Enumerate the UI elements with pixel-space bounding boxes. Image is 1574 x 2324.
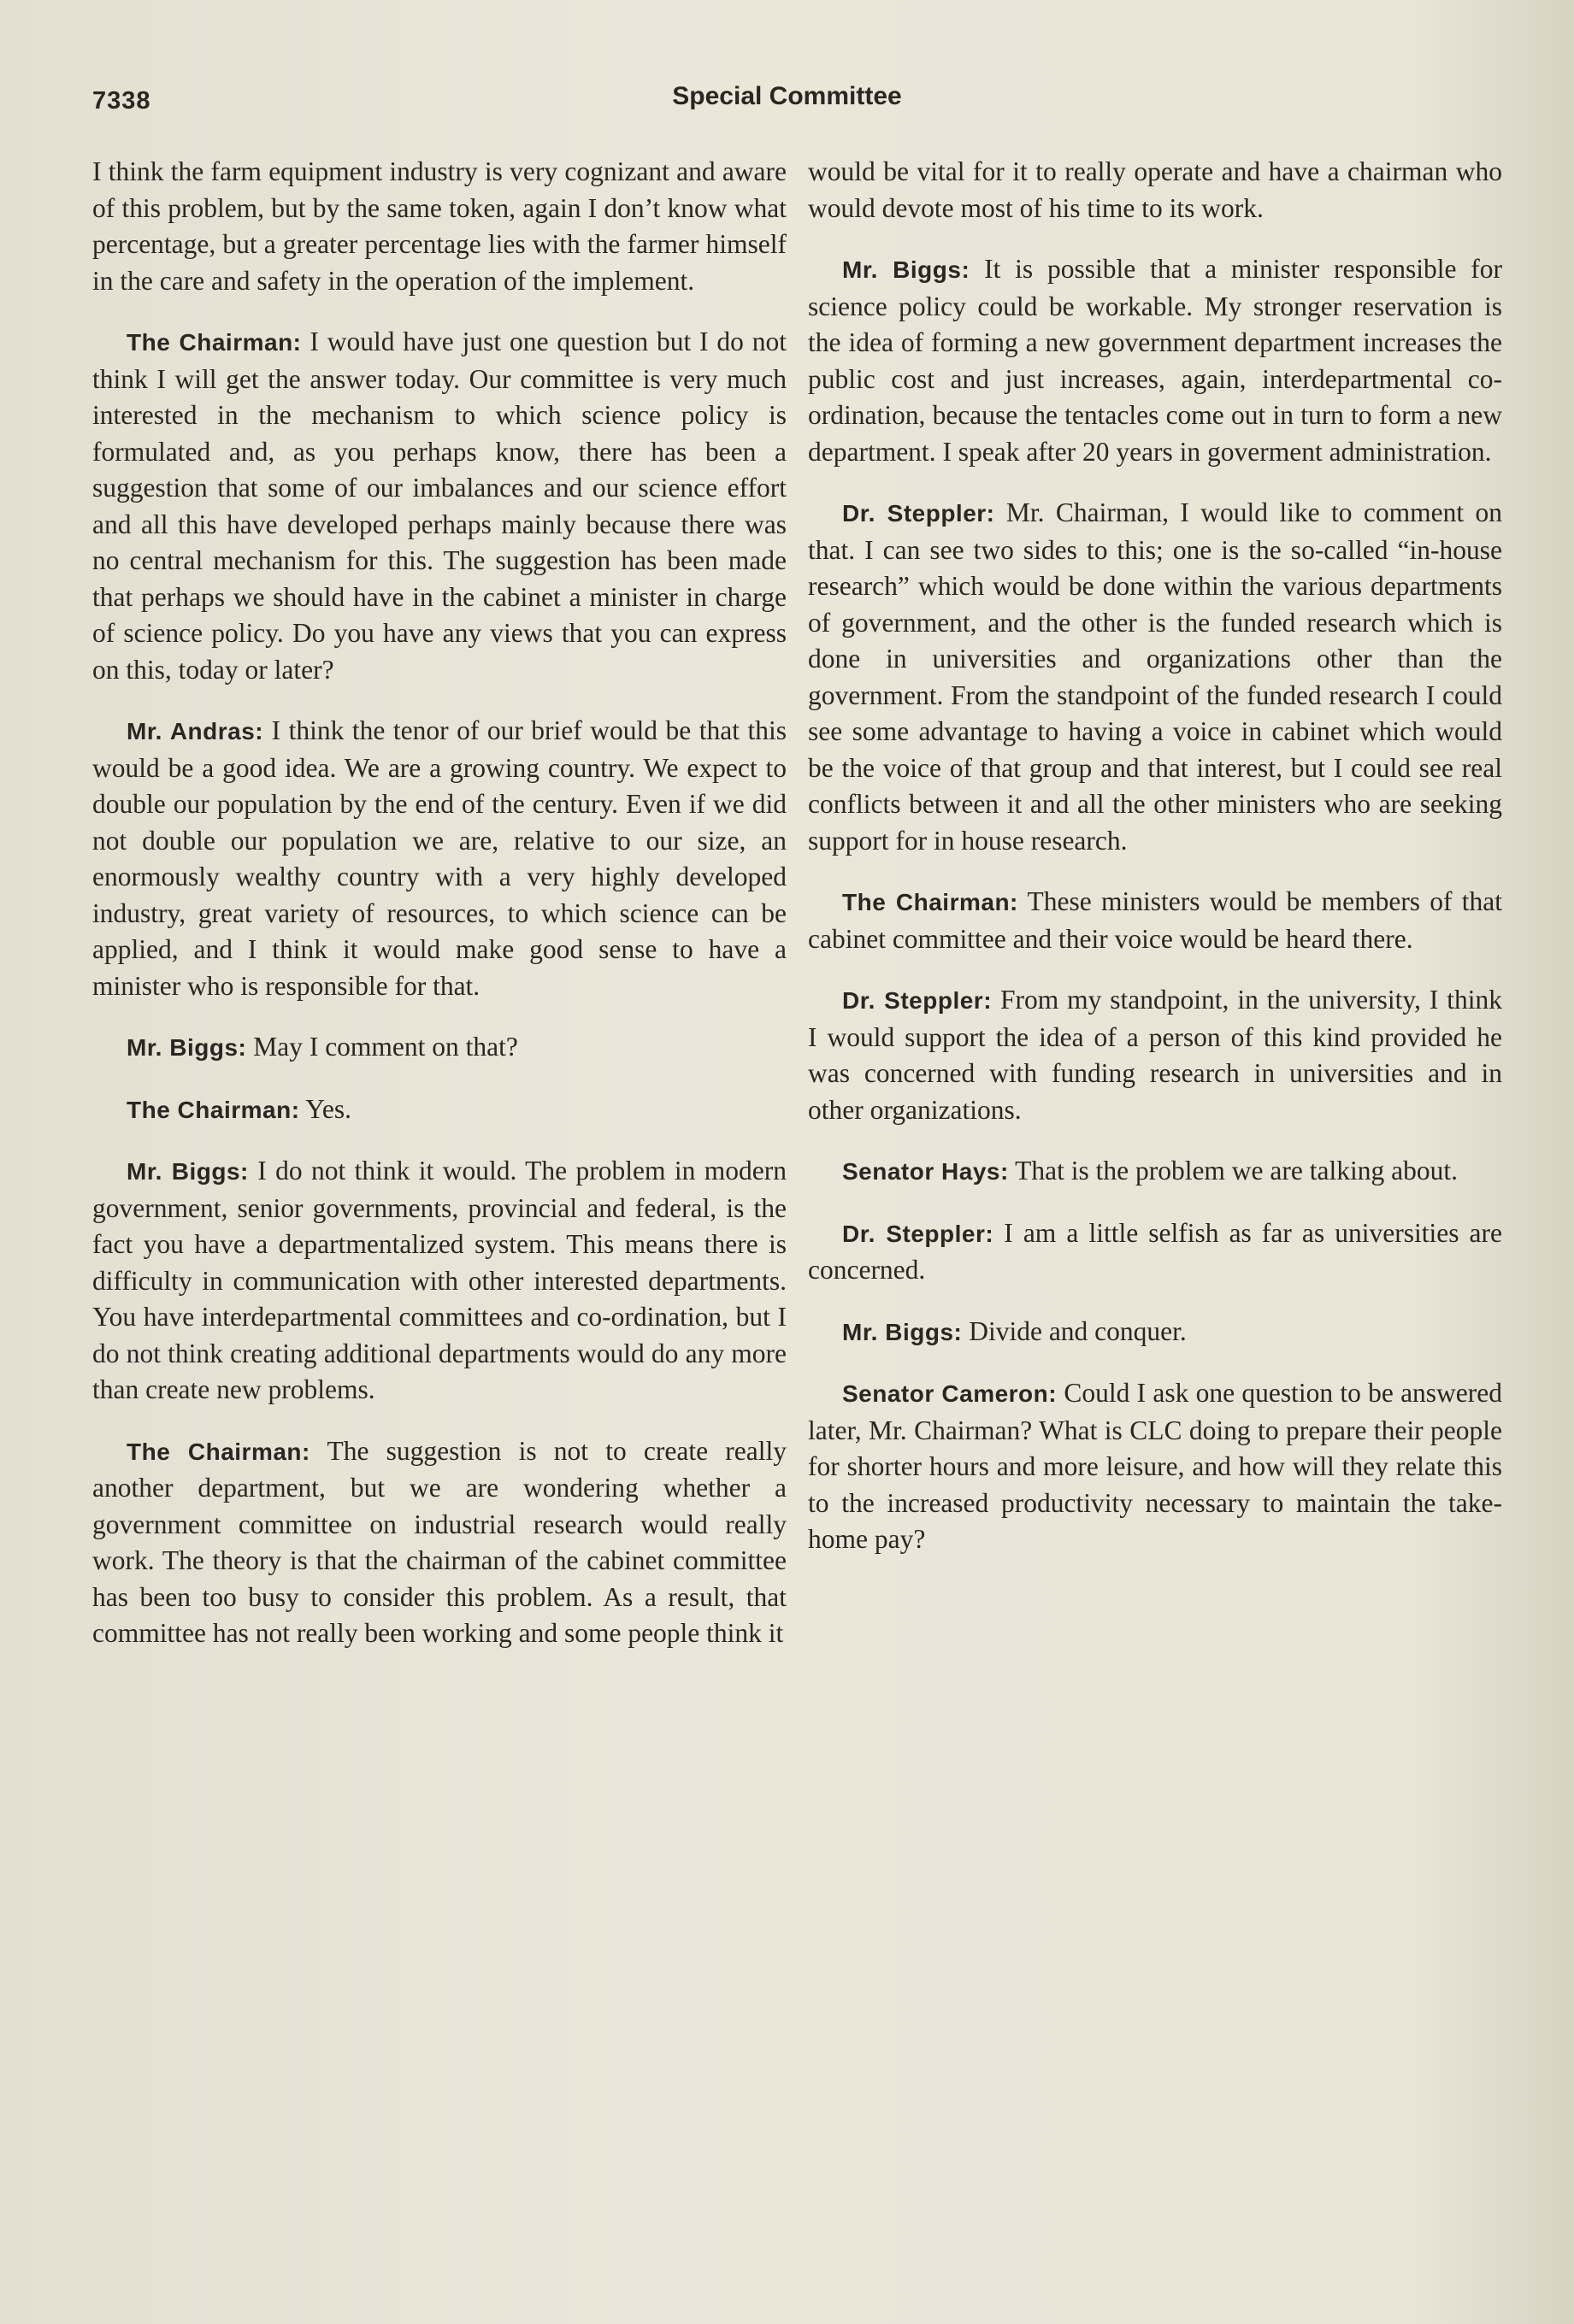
speaker-name: Dr. Steppler: (842, 1220, 994, 1247)
paragraph (92, 1153, 787, 1409)
speaker-name: Mr. Biggs: (842, 256, 970, 283)
paragraph (808, 884, 1502, 957)
paragraph-text: Could I ask one question to be answered later, Mr. Chairman? What is CLC doing to prepare their people for shorter hours and more leisure, and how will they relate this to the increased productivity necessary to maintain the take-home pay? (808, 1378, 1503, 1554)
speaker-name: Mr. Biggs: (127, 1034, 247, 1061)
speaker-name: Mr. Andras: (127, 718, 264, 744)
paragraph (92, 324, 787, 688)
paragraph-text: Yes. (305, 1093, 351, 1124)
speaker-name: Dr. Steppler: (842, 500, 995, 527)
paragraph (808, 495, 1502, 859)
paragraph (808, 1375, 1502, 1558)
paragraph-text: Divide and conquer. (969, 1315, 1187, 1346)
paragraph (92, 154, 787, 299)
speaker-name: The Chairman: (127, 1096, 300, 1123)
speaker-name: The Chairman: (842, 889, 1018, 915)
speaker-name: The Chairman: (127, 329, 302, 356)
page-number: 7338 (92, 87, 151, 115)
paragraph-text: I am a little selfish as far as universities are concerned. (808, 1217, 1502, 1285)
paragraph-text: I think the tenor of our brief would be that this would be a good idea. We are a growing country. We expect to double our population by the end of the century. Even if we did not double our population we are, relative to our size, an enormously wealthy country with a very highly developed industry, great variety of resources, to which science can be applied, and I think it would make good sense to have a minister who is responsible for that. (92, 715, 787, 1001)
paragraph (808, 1314, 1502, 1351)
speaker-name: Senator Cameron: (842, 1380, 1058, 1407)
paragraph-text: I would have just one question but I do not think I will get the answer today. Our committee is very much interested in the mechanism to which science policy is formulated and, as you perhaps know, there has been a suggestion that some of our imbalances and our science effort and all this have developed perhaps mainly because there was no central mechanism for this. The suggestion has been made that perhaps we should have in the cabinet a minister in charge of science policy. Do you have any views that you can express on this, today or later? (92, 327, 787, 685)
paragraph-text: I do not think it would. The problem in modern government, senior governments, provincial and federal, is the fact you have a departmentalized system. This means there is difficulty in communication with other interested departments. You have interdepartmental committees and co-ordination, but I do not think creating additional departments would do any more than create new problems. (92, 1156, 787, 1404)
paragraph (808, 154, 1502, 227)
paragraph-text: That is the problem we are talking about. (1015, 1156, 1458, 1186)
speaker-name: Mr. Biggs: (127, 1158, 249, 1185)
paragraph (92, 1029, 787, 1067)
speaker-name: Dr. Steppler: (842, 987, 993, 1014)
paragraph (92, 1433, 787, 1652)
left-column (92, 154, 787, 1677)
paragraph (92, 1091, 787, 1129)
speaker-name: Mr. Biggs: (842, 1318, 963, 1345)
paragraph (92, 713, 787, 1004)
paragraph-text: From my standpoint, in the university, I think I would support the idea of a person of this kind provided he was concerned with funding research in universities and in other organizations. (808, 985, 1503, 1125)
paragraph (808, 982, 1502, 1128)
running-head: Special Committee (672, 82, 902, 110)
paragraph-text: I think the farm equipment industry is very cognizant and aware of this problem, but by the same token, again I don’t know what percentage, but a greater percentage lies with the farmer himself in the care and safety in the operation of the implement. (92, 156, 787, 296)
speaker-name: The Chairman: (127, 1438, 310, 1465)
paragraph (808, 1153, 1502, 1191)
paragraph-text: These ministers would be members of that cabinet committee and their voice would be heard there. (808, 886, 1502, 954)
paragraph-text: It is possible that a minister responsible for science policy could be workable. My stronger reservation is the idea of forming a new government department increases the public cost and just increases, again, interdepartmental co-ordination, because the tentacles come out in turn to form a new department. I speak after 20 years in goverment administration. (808, 254, 1502, 467)
paragraph-text: Mr. Chairman, I would like to comment on that. I can see two sides to this; one is the so-called “in-house research” which would be done within the various departments of government, and the other is the funded research which is done in universities and organizations other than the government. From the standpoint of the funded research I could see some advantage to having a voice in cabinet which would be the voice of that group and that interest, but I could see real conflicts between it and all the other ministers who are seeking support for in house research. (808, 497, 1503, 856)
paragraph (808, 1215, 1502, 1289)
speaker-name: Senator Hays: (842, 1158, 1009, 1185)
right-column (808, 154, 1502, 1583)
paragraph-text: would be vital for it to really operate and have a chairman who would devote most of his time to its work. (808, 156, 1502, 223)
paragraph-text: The suggestion is not to create really another department, but we are wondering whether a government committee on industrial research would really work. The theory is that the chairman of the cabinet committee has been too busy to consider this problem. As a result, that committee has not really been working and some people think it (92, 1435, 787, 1648)
paragraph-text: May I comment on that? (253, 1032, 518, 1062)
paragraph (808, 251, 1502, 470)
